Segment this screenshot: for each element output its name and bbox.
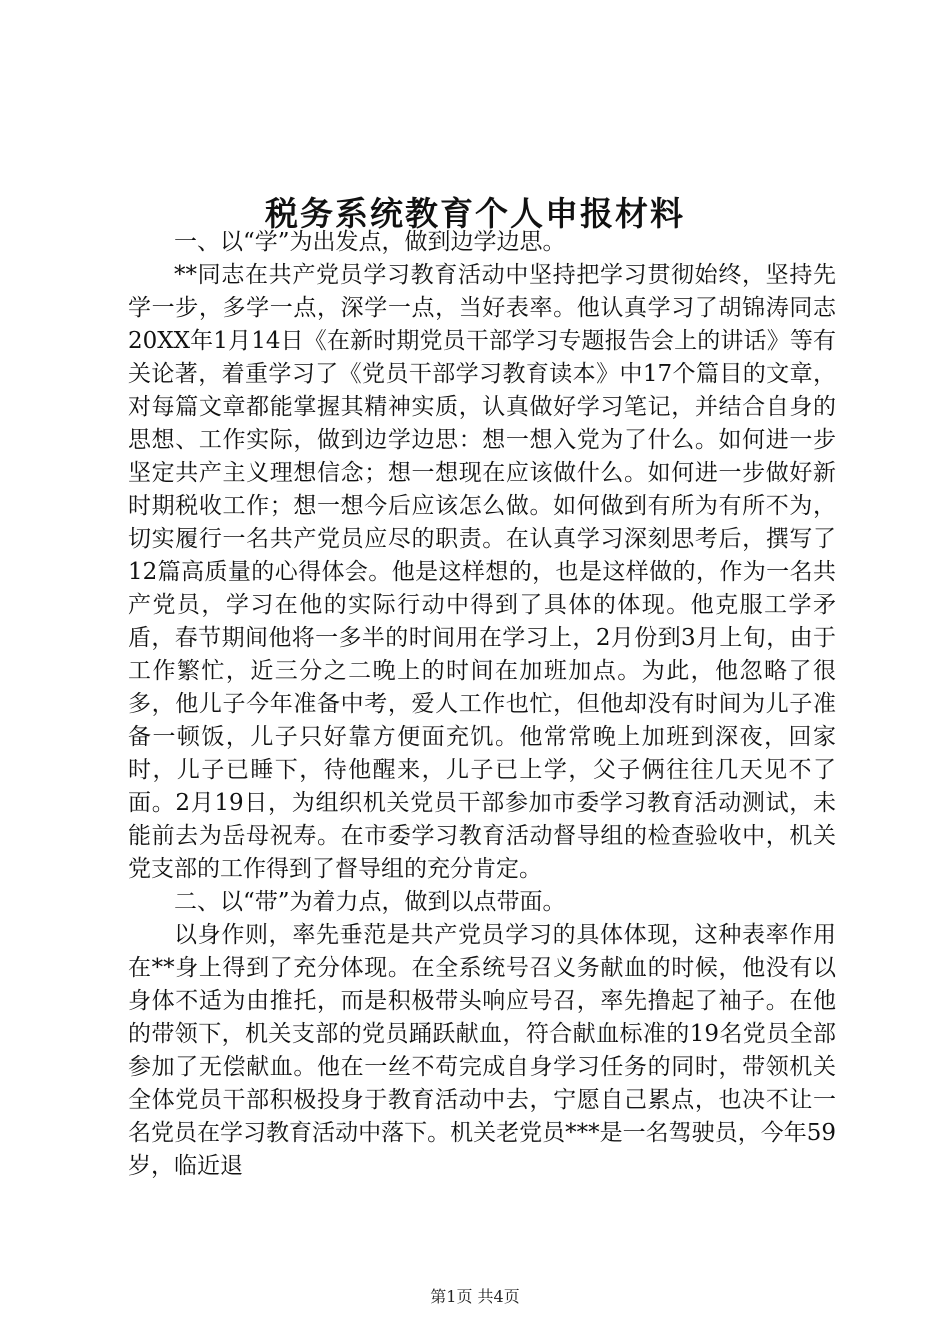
document-title: 税务系统教育个人申报材料	[265, 194, 685, 233]
body-paragraph-2: 以身作则，率先垂范是共产党员学习的具体体现，这种表率作用在**身上得到了充分体现。在全系统号召义务献血的时候，他没有以身体不适为由推托，而是积极带头响应号召，率先撸起了袖子。在他的带领下，机关支部的党员踊跃献血，符合献血标准的19名党员全部参加了无偿献血。他在一丝不苟完成自身学习任务的同时，带领机关全体党员干部积极投身于教育活动中去，宁愿自己累点，也决不让一名党员在学习教育活动中落下。机关老党员***是一名驾驶员，今年59岁，临近退	[128, 922, 836, 1179]
document-body	[128, 226, 836, 1183]
body-paragraph-1: **同志在共产党员学习教育活动中坚持把学习贯彻始终，坚持先学一步，多学一点，深学一点，当好表率。他认真学习了胡锦涛同志20XX年1月14日《在新时期党员干部学习专题报告会上的讲话》等有关论著，着重学习了《党员干部学习教育读本》中17个篇目的文章，对每篇文章都能掌握其精神实质，认真做好学习笔记，并结合自身的思想、工作实际，做到边学边思：想一想入党为了什么。如何进一步坚定共产主义理想信念；想一想现在应该做什么。如何进一步做好新时期税收工作；想一想今后应该怎么做。如何做到有所为有所不为，切实履行一名共产党员应尽的职责。在认真学习深刻思考后，撰写了12篇高质量的心得体会。他是这样想的，也是这样做的，作为一名共产党员，学习在他的实际行动中得到了具体的体现。他克服工学矛盾，春节期间他将一多半的时间用在学习上，2月份到3月上旬，由于工作繁忙，近三分之二晚上的时间在加班加点。为此，他忽略了很多，他儿子今年准备中考，爱人工作也忙，但他却没有时间为儿子准备一顿饭，儿子只好靠方便面充饥。他常常晚上加班到深夜，回家时，儿子已睡下，待他醒来，儿子已上学，父子俩往往几天见不了面。2月19日，为组织机关党员干部参加市委学习教育活动测试，未能前去为岳母祝寿。在市委学习教育活动督导组的检查验收中，机关党支部的工作得到了督导组的充分肯定。	[128, 262, 836, 882]
section-heading-2: 二、以“带”为着力点，做到以点带面。	[174, 889, 566, 915]
section-heading-1: 一、以“学”为出发点，做到边学边思。	[174, 229, 566, 255]
page-footer: 第1页 共4页	[430, 1287, 520, 1306]
